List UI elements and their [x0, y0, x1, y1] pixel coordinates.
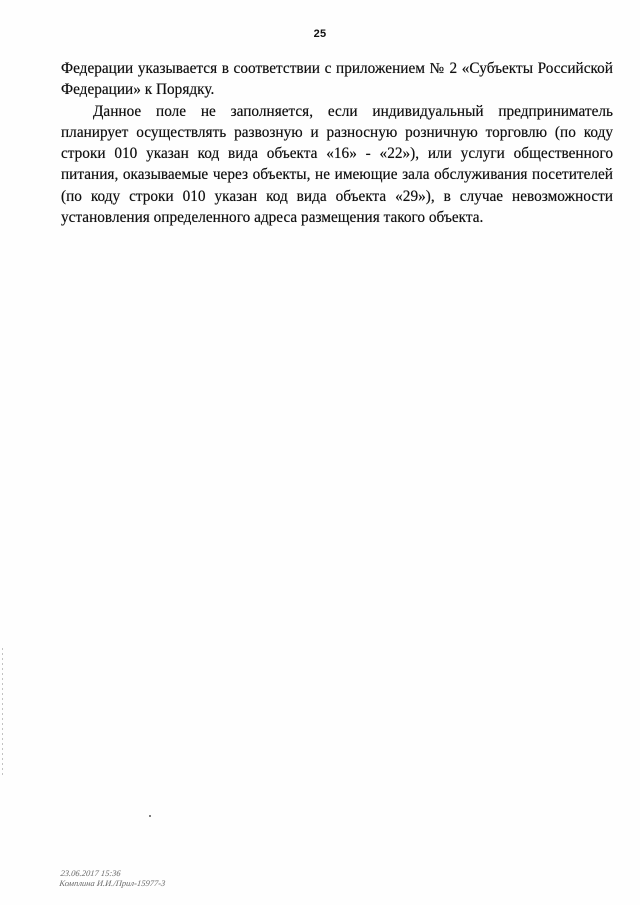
scan-edge-mark — [2, 648, 3, 778]
page-number: 25 — [313, 28, 327, 40]
footer-reference: Комплина И.И./Прил-15977-3 — [58, 878, 166, 888]
footer-print-stamp — [59, 868, 167, 888]
document-body — [61, 58, 613, 228]
scan-speck — [149, 815, 151, 817]
paragraph-field-not-filled: Данное поле не заполняется, если индивидуальный предприниматель планирует осуществлять развозную и разносную розничную торговлю (по коду строки 010 указан код вида объекта «16» - «22»), или услуги общественного питания, оказываемые через объекты, не имеющие зала обслуживания посетителей (по коду строки 010 указан код вида объекта «29»), в случае невозможности установления определенного адреса размещения такого объекта. — [61, 102, 613, 227]
paragraph-continuation: Федерации указывается в соответствии с приложением № 2 «Субъекты Российской Федерации» к Порядку. — [61, 60, 613, 99]
footer-timestamp: 23.06.2017 15:36 — [60, 868, 122, 878]
